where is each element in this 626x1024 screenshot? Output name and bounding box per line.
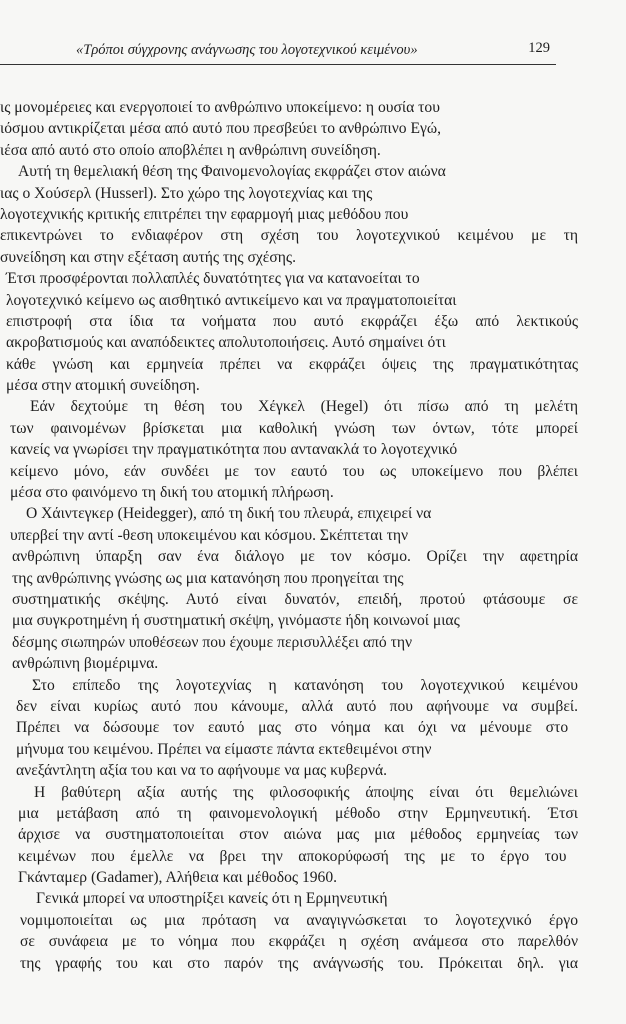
page-number: 129 — [528, 40, 550, 56]
text-line: άρχισε να συστηματοποιείται στον αιώνα μας μια μέθοδος ερμηνείας των — [18, 826, 578, 844]
text-line: ανθρώπινη βιομέριμνα. — [12, 655, 159, 673]
running-head-title: «Τρόποι σύγχρονης ανάγνωσης του λογοτεχνικού κειμένου» — [76, 42, 418, 58]
text-line: Η βαθύτερη αξία αυτής της φιλοσοφικής άποψης είναι ότι θεμελιώνει — [34, 783, 578, 801]
text-line: κάθε γνώση και ερμηνεία πρέπει να εκφράζει όψεις της πραγματικότητας — [6, 355, 578, 373]
text-line: Εάν δεχτούμε τη θέση του Χέγκελ (Hegel) ότι πίσω από τη μελέτη — [30, 398, 578, 416]
text-line: των φαινομένων βρίσκεται μια καθολική γνώση των όντων, τότε μπορεί — [10, 419, 578, 437]
text-line: δέσμης σιωπηρών υποθέσεων που έχουμε περισυλλέξει από την — [12, 633, 413, 651]
text-line: μια συγκροτημένη ή συστηματική σκέψη, γινόμαστε ήδη κοινωνοί μιας — [12, 612, 460, 630]
text-line: Αυτή τη θεμελιακή θέση της Φαινομενολογίας εκφράζει στον αιώνα — [18, 163, 446, 181]
text-line: μήνυμα του κειμένου. Πρέπει να είμαστε πάντα εκτεθειμένοι στην — [16, 740, 432, 758]
body-text — [0, 97, 590, 974]
text-line: Πρέπει να δώσουμε τον εαυτό μας στο νόημα και όχι να μένουμε στο — [16, 719, 569, 737]
header-rule — [0, 64, 556, 65]
text-line: επιστροφή στα ίδια τα νοήματα που αυτό εκφράζει έξω από λεκτικούς — [6, 312, 578, 330]
text-line: Γενικά μπορεί να υποστηρίξει κανείς ότι η Ερμηνευτική — [36, 890, 388, 908]
text-line: σε συνάφεια με το νόημα που εκφράζει η σχέση ανάμεσα στο παρελθόν — [20, 933, 578, 951]
text-line: ιόσμου αντικρίζεται μέσα από αυτό που πρεσβεύει το ανθρώπινο Εγώ, — [0, 120, 442, 138]
text-line: συνείδηση και στην εξέταση αυτής της σχέσης. — [0, 248, 296, 266]
text-line: κειμένων που έμελλε να βρει την αποκορύφωσή της με το έργο του — [18, 847, 567, 865]
text-line: της ανθρώπινης γνώσης ως μια κατανόηση που προηγείται της — [12, 569, 404, 587]
text-line: κανείς να γνωρίσει την πραγματικότητα που αντανακλά το λογοτεχνικό — [10, 441, 458, 459]
text-line: λογοτεχνικό κείμενο ως αισθητικό αντικείμενο και να πραγματοποιείται — [6, 291, 457, 309]
text-line: μέσα στο φαινόμενο τη δική του ατομική πλήρωση. — [10, 484, 334, 502]
text-line: κείμενο μόνο, εάν συνδέει με τον εαυτό του ως υποκείμενο που βλέπει — [10, 462, 578, 480]
text-line: μέσα στην ατομική συνείδηση. — [6, 377, 200, 395]
text-line: ανθρώπινη ύπαρξη σαν ένα διάλογο με τον κόσμο. Ορίζει την αφετηρία — [12, 548, 578, 566]
text-line: δεν είναι κυρίως αυτό που κάνουμε, αλλά αυτό που αφήνουμε να συμβεί. — [16, 697, 578, 715]
text-line: της γραφής του και στο παρόν της ανάγνωσής του. Πρόκειται δηλ. για — [20, 954, 578, 972]
text-line: υπερβεί την αντί -θεση υποκειμένου και κόσμου. Σκέπτεται την — [10, 526, 409, 544]
text-line: Γκάνταμερ (Gadamer), Αλήθεια και μέθοδος 1960. — [18, 869, 338, 887]
text-line: λογοτεχνικής κριτικής επιτρέπει την εφαρμογή μιας μεθόδου που — [0, 205, 409, 223]
text-line: επικεντρώνει το ενδιαφέρον στη σχέση του λογοτεχνικού κειμένου με τη — [0, 227, 578, 245]
text-line: ακροβατισμούς και αναπόδεικτες απολυτοποιήσεις. Αυτό σημαίνει ότι — [6, 334, 446, 352]
text-line: ιέσα από αυτό στο οποίο αποβλέπει η ανθρώπινη συνείδηση. — [0, 141, 381, 159]
text-line: Ο Χάιντεγκερ (Heidegger), από τη δική του πλευρά, επιχειρεί να — [26, 505, 432, 523]
text-line: Έτσι προσφέρονται πολλαπλές δυνατότητες για να κατανοείται το — [6, 270, 420, 288]
text-line: ις μονομέρειες και ενεργοποιεί το ανθρώπινο υποκείμενο: η ουσία του — [0, 99, 440, 116]
text-line: Στο επίπεδο της λογοτεχνίας η κατανόηση του λογοτεχνικού κειμένου — [32, 676, 578, 694]
running-head — [70, 42, 550, 62]
text-line: νομιμοποιείται ως μια πρόταση να αναγιγνώσκεται το λογοτεχνικό έργο — [20, 911, 578, 929]
text-line: ανεξάντλητη αξία του και να το αφήνουμε να μας κυβερνά. — [16, 762, 388, 780]
text-line: συστηματικής σκέψης. Αυτό είναι δυνατόν, επειδή, προτού φτάσουμε σε — [12, 590, 578, 608]
text-line: μια μετάβαση από τη φαινομενολογική μέθοδο στην Ερμηνευτική. Έτσι — [18, 804, 578, 822]
text-line: ιας ο Χούσερλ (Husserl). Στο χώρο της λογοτεχνίας και της — [0, 184, 373, 202]
